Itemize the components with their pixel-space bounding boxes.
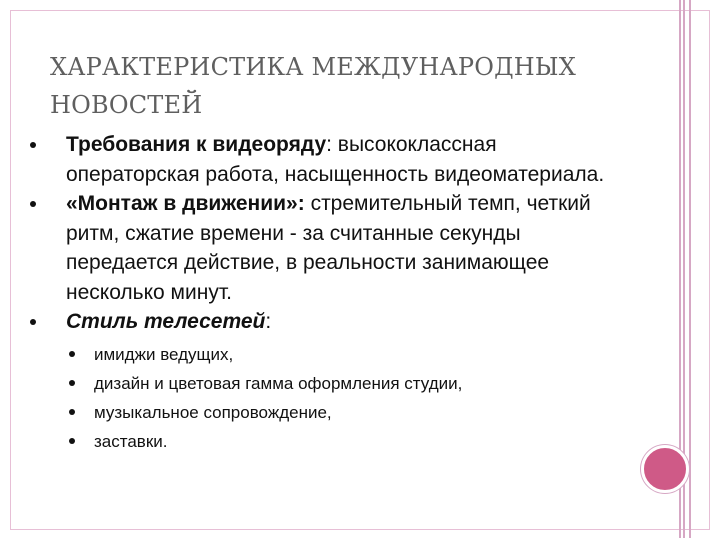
bullet-item — [30, 189, 630, 307]
title-line-1: ХАРАКТЕРИСТИКА МЕЖДУНАРОДНЫХ — [50, 53, 577, 81]
sub-bullet-text: заставки. — [94, 431, 168, 451]
bullet-text: стремительный темп, четкий ритм, сжатие времени - за считанные секунды передается действие, в реальности занимающее несколько минут. — [66, 192, 591, 304]
decorative-circle — [641, 445, 689, 493]
bullet-item — [30, 307, 630, 337]
bullet-dot-icon — [69, 438, 75, 444]
bullet-dot-icon — [69, 380, 75, 386]
bullet-dot-icon — [30, 201, 36, 207]
bullet-item — [30, 130, 630, 189]
title-line-2: НОВОСТЕЙ — [50, 91, 203, 119]
bullet-emphasis: «Монтаж в движении»: — [66, 192, 305, 215]
sub-bullet-text: музыкальное сопровождение, — [94, 402, 332, 422]
sub-bullet-text: имиджи ведущих, — [94, 344, 234, 364]
bullet-text: : высококлассная операторская работа, насыщенность видеоматериала. — [66, 133, 605, 186]
bullet-emphasis: Стиль телесетей — [66, 310, 266, 333]
bullet-dot-icon — [30, 319, 36, 325]
bullet-emphasis: Требования к видеоряду — [66, 133, 327, 156]
decorative-line — [689, 0, 691, 538]
sub-bullet-text: дизайн и цветовая гамма оформления студии, — [94, 373, 463, 393]
bullet-dot-icon — [30, 142, 36, 148]
bullet-dot-icon — [69, 409, 75, 415]
sub-bullet-item — [30, 369, 630, 398]
sub-bullet-item — [30, 340, 630, 369]
sub-bullet-item — [30, 427, 630, 456]
bullet-text: : — [265, 310, 272, 333]
slide-title — [50, 48, 650, 124]
bullet-dot-icon — [69, 351, 75, 357]
sub-bullet-item — [30, 398, 630, 427]
slide-content — [30, 130, 630, 456]
